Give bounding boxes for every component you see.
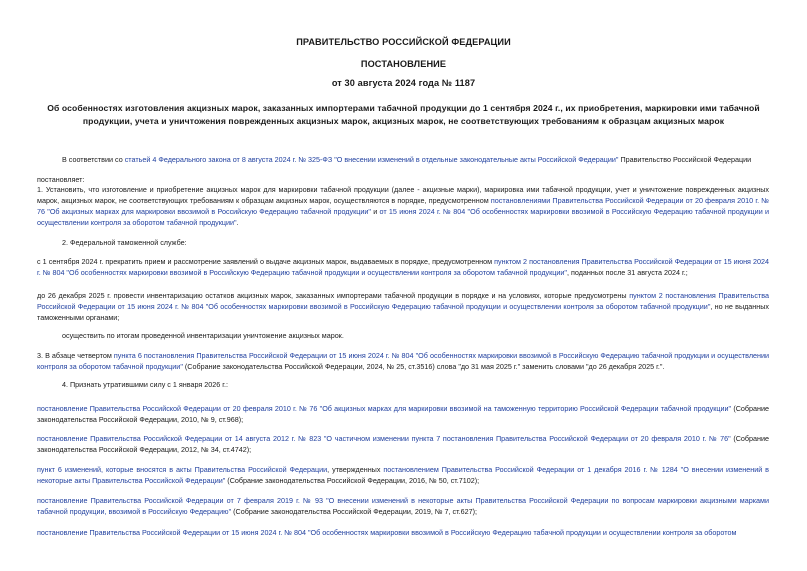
intro-paragraph xyxy=(62,154,752,165)
item-4-paragraph: 4. Признать утратившими силу с 1 января 2026 г.: xyxy=(62,380,228,389)
intro-text-end: Правительство Российской Федерации xyxy=(618,155,752,164)
repealed-4-text: (Собрание законодательства Российской Федерации, 2019, № 7, ст.627); xyxy=(231,507,477,516)
item-2b-link[interactable]: пунктом 2 постановления Правительства Российской Федерации от 15 июня 2024 г. № 804 "Об особенностях маркировки ввозимой в Российскую Федерацию табачной продукции и осуществлении контроля за оборотом табачной продукции" xyxy=(37,291,769,311)
document-type-heading: ПОСТАНОВЛЕНИЕ xyxy=(360,59,447,69)
repealed-1-link[interactable]: постановление Правительства Российской Федерации от 20 февраля 2010 г. № 76 "Об акцизных марках для маркировки ввозимой на таможенную территорию Российской Федерации табачной продукции" xyxy=(37,404,732,413)
document-title-line1: Об особенностях изготовления акцизных марок, заказанных импортерами табачной продукции до 1 сентября 2024 г., их приобретения, маркировки ими табачной xyxy=(47,103,760,113)
item-2a-paragraph xyxy=(37,256,769,278)
item-1-paragraph xyxy=(37,184,769,228)
repealed-item-1 xyxy=(37,403,769,425)
repealed-3-text-a: , утвержденных xyxy=(327,465,384,474)
item-2a-link[interactable]: пунктом 2 постановления Правительства Российской Федерации от 15 июня 2024 г. № 804 "Об особенностях маркировки ввозимой в Российскую Федерацию табачной продукции и осуществлении контроля за оборотом табачной продукции" xyxy=(37,257,769,277)
item-2c-paragraph: осуществить по итогам проведенной инвентаризации уничтожение акцизных марок. xyxy=(62,331,344,340)
repealed-5-link[interactable]: постановление Правительства Российской Федерации от 15 июня 2024 г. № 804 "Об особенностях маркировки ввозимой в Российскую Федерацию табачной продукции и осуществлении контроля за оборотом xyxy=(37,528,737,537)
repealed-item-3 xyxy=(37,464,769,486)
item-1-text-end: . xyxy=(236,218,239,227)
item-2a-text: с 1 сентября 2024 г. прекратить прием и рассмотрение заявлений о выдаче акцизных марок, выдаваемых в порядке, предусмотренном xyxy=(37,257,495,266)
item-2b-paragraph xyxy=(37,290,769,323)
item-1-link-decree-804[interactable]: от 15 июня 2024 г. № 804 "Об особенностях маркировки ввозимой в Российскую Федерацию табачной продукции и осуществлении контроля за оборотом табачной продукции" xyxy=(37,207,769,227)
item-1-text: 1. Установить, что изготовление и приобретение акцизных марок для маркировки табачной продукции (далее - акцизные марки), маркировка ими табачной продукции, учет и уничтожение поврежденных акцизных марок, акцизных марок, не соответствующих требованиям к образцам акцизных марок, осуществляются в порядке, предусмотренном xyxy=(37,185,769,205)
date-number-heading: от 30 августа 2024 года № 1187 xyxy=(331,78,476,88)
repealed-item-2 xyxy=(37,433,769,455)
repealed-3-link-a[interactable]: пункт 6 изменений, которые вносятся в акты Правительства Российской Федерации xyxy=(37,465,328,474)
item-3-link[interactable]: пункта 6 постановления Правительства Российской Федерации от 15 июня 2024 г. № 804 "Об особенностях маркировки ввозимой в Российскую Федерацию табачной продукции и осуществлении контроля за оборотом табачной продукции" xyxy=(37,351,770,371)
government-heading: ПРАВИТЕЛЬСТВО РОССИЙСКОЙ ФЕДЕРАЦИИ xyxy=(296,37,511,47)
item-2a-text-end: , поданных после 31 августа 2024 г.; xyxy=(566,268,688,277)
document-title-line2: продукции, учета и уничтожения поврежденных акцизных марок, акцизных марок, не соответствующих требованиям к образцам акцизных марок xyxy=(82,116,725,126)
repealed-4-link[interactable]: постановление Правительства Российской Федерации от 7 февраля 2019 г. № 93 "О внесении изменений в некоторые акты Правительства Российской Федерации по вопросам маркировки акцизными марками табачной продукции, ввозимой в Российскую Федерацию" xyxy=(37,496,769,516)
item-2b-text: до 26 декабря 2025 г. провести инвентаризацию остатков акцизных марок, заказанных импортерами табачной продукции в порядке и на условиях, которые предусмотрены xyxy=(37,291,630,300)
repealed-3-link-b[interactable]: постановлением Правительства Российской Федерации от 1 декабря 2016 г. № 1284 "О внесении изменений в некоторые акты Правительства Российской Федерации" xyxy=(37,465,769,485)
repealed-2-text: (Собрание законодательства Российской Федерации, 2012, № 34, ст.4742); xyxy=(37,434,769,454)
item-3-text: 3. В абзаце четвертом xyxy=(37,351,114,360)
decrees-paragraph: постановляет: xyxy=(37,175,85,184)
repealed-2-link[interactable]: постановление Правительства Российской Федерации от 14 августа 2012 г. № 823 "О частичном изменении пункта 7 постановления Правительства Российской Федерации от 20 февраля 2010 г. № 76" xyxy=(37,434,731,443)
repealed-1-text: (Собрание законодательства Российской Федерации, 2010, № 9, ст.968); xyxy=(37,404,769,424)
repealed-item-4 xyxy=(37,495,769,517)
repealed-item-5 xyxy=(37,527,769,539)
item-1-text-and: и xyxy=(370,207,380,216)
item-2b-text-end: , но не выданных таможенными органами; xyxy=(37,302,769,322)
item-3-paragraph xyxy=(37,350,769,372)
item-3-text-end: (Собрание законодательства Российской Федерации, 2024, № 25, ст.3516) слова "до 31 мая 2025 г." заменить словами "до 26 декабря 2025 г.". xyxy=(182,362,665,371)
intro-law-link[interactable]: статьей 4 Федерального закона от 8 августа 2024 г. № 325-ФЗ "О внесении изменений в отдельные законодательные акты Российской Федерации" xyxy=(124,155,619,164)
repealed-3-text-b: (Собрание законодательства Российской Федерации, 2016, № 50, ст.7102); xyxy=(225,476,480,485)
item-2-paragraph: 2. Федеральной таможенной службе: xyxy=(62,238,187,247)
item-1-link-decree-76[interactable]: постановлениями Правительства Российской Федерации от 20 февраля 2010 г. № 76 "Об акцизных марках для маркировки ввозимой в Российскую Федерацию табачной продукции" xyxy=(37,196,769,216)
intro-text: В соответствии со xyxy=(62,155,125,164)
